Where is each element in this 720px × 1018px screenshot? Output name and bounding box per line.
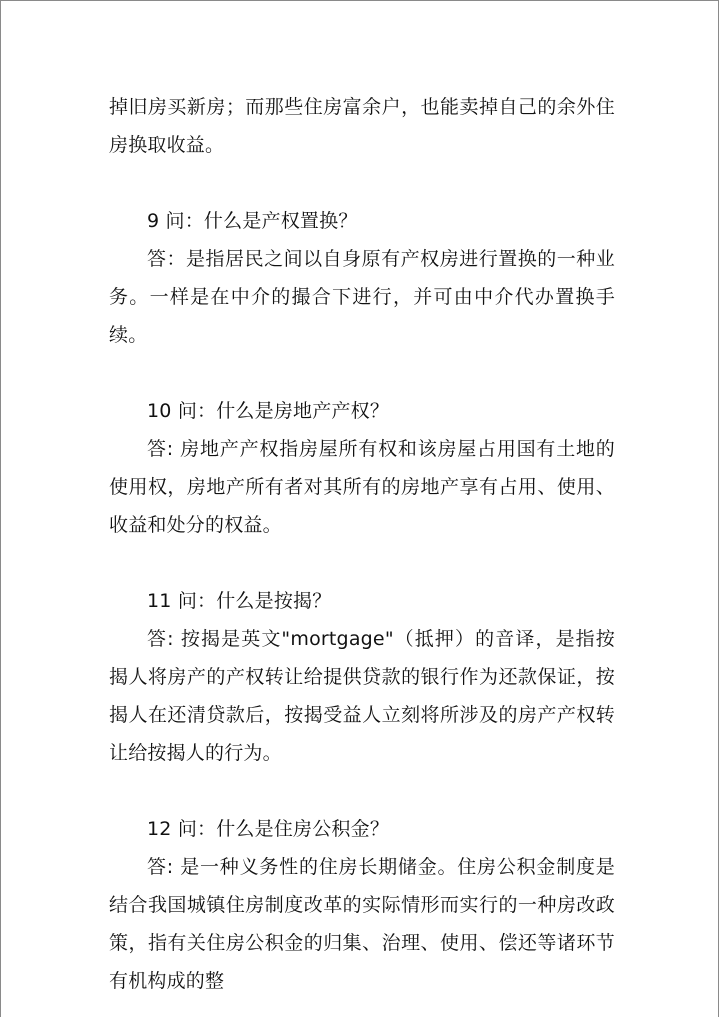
document-body [109,88,615,1000]
answer-9: 答：是指居民之间以自身原有产权房进行置换的一种业务。一样是在中介的撮合下进行，并可由中介代办置换手续。 [109,248,615,346]
answer-12: 答: 是一种义务性的住房长期储金。住房公积金制度是结合我国城镇住房制度改革的实际情形而实行的一种房改政策，指有关住房公积金的归集、治理、使用、偿还等诸环节有机构成的整 [109,856,615,992]
question-9: 9 问：什么是产权置换？ [147,210,358,232]
answer-10: 答: 房地产产权指房屋所有权和该房屋占用国有土地的使用权，房地产所有者对其所有的房地产享有占用、使用、收益和处分的权益。 [109,438,615,536]
question-10: 10 问：什么是房地产产权？ [147,400,390,422]
question-12: 12 问：什么是住房公积金？ [147,818,390,840]
paragraph-continued: 掉旧房买新房；而那些住房富余户，也能卖掉自己的余外住房换取收益。 [109,96,615,156]
question-11: 11 问：什么是按揭？ [147,590,332,612]
answer-11: 答: 按揭是英文"mortgage"（抵押）的音译，是指按揭人将房产的产权转让给提供贷款的银行作为还款保证，按揭人在还清贷款后，按揭受益人立刻将所涉及的房产产权转让给按揭人的行为。 [109,628,615,764]
